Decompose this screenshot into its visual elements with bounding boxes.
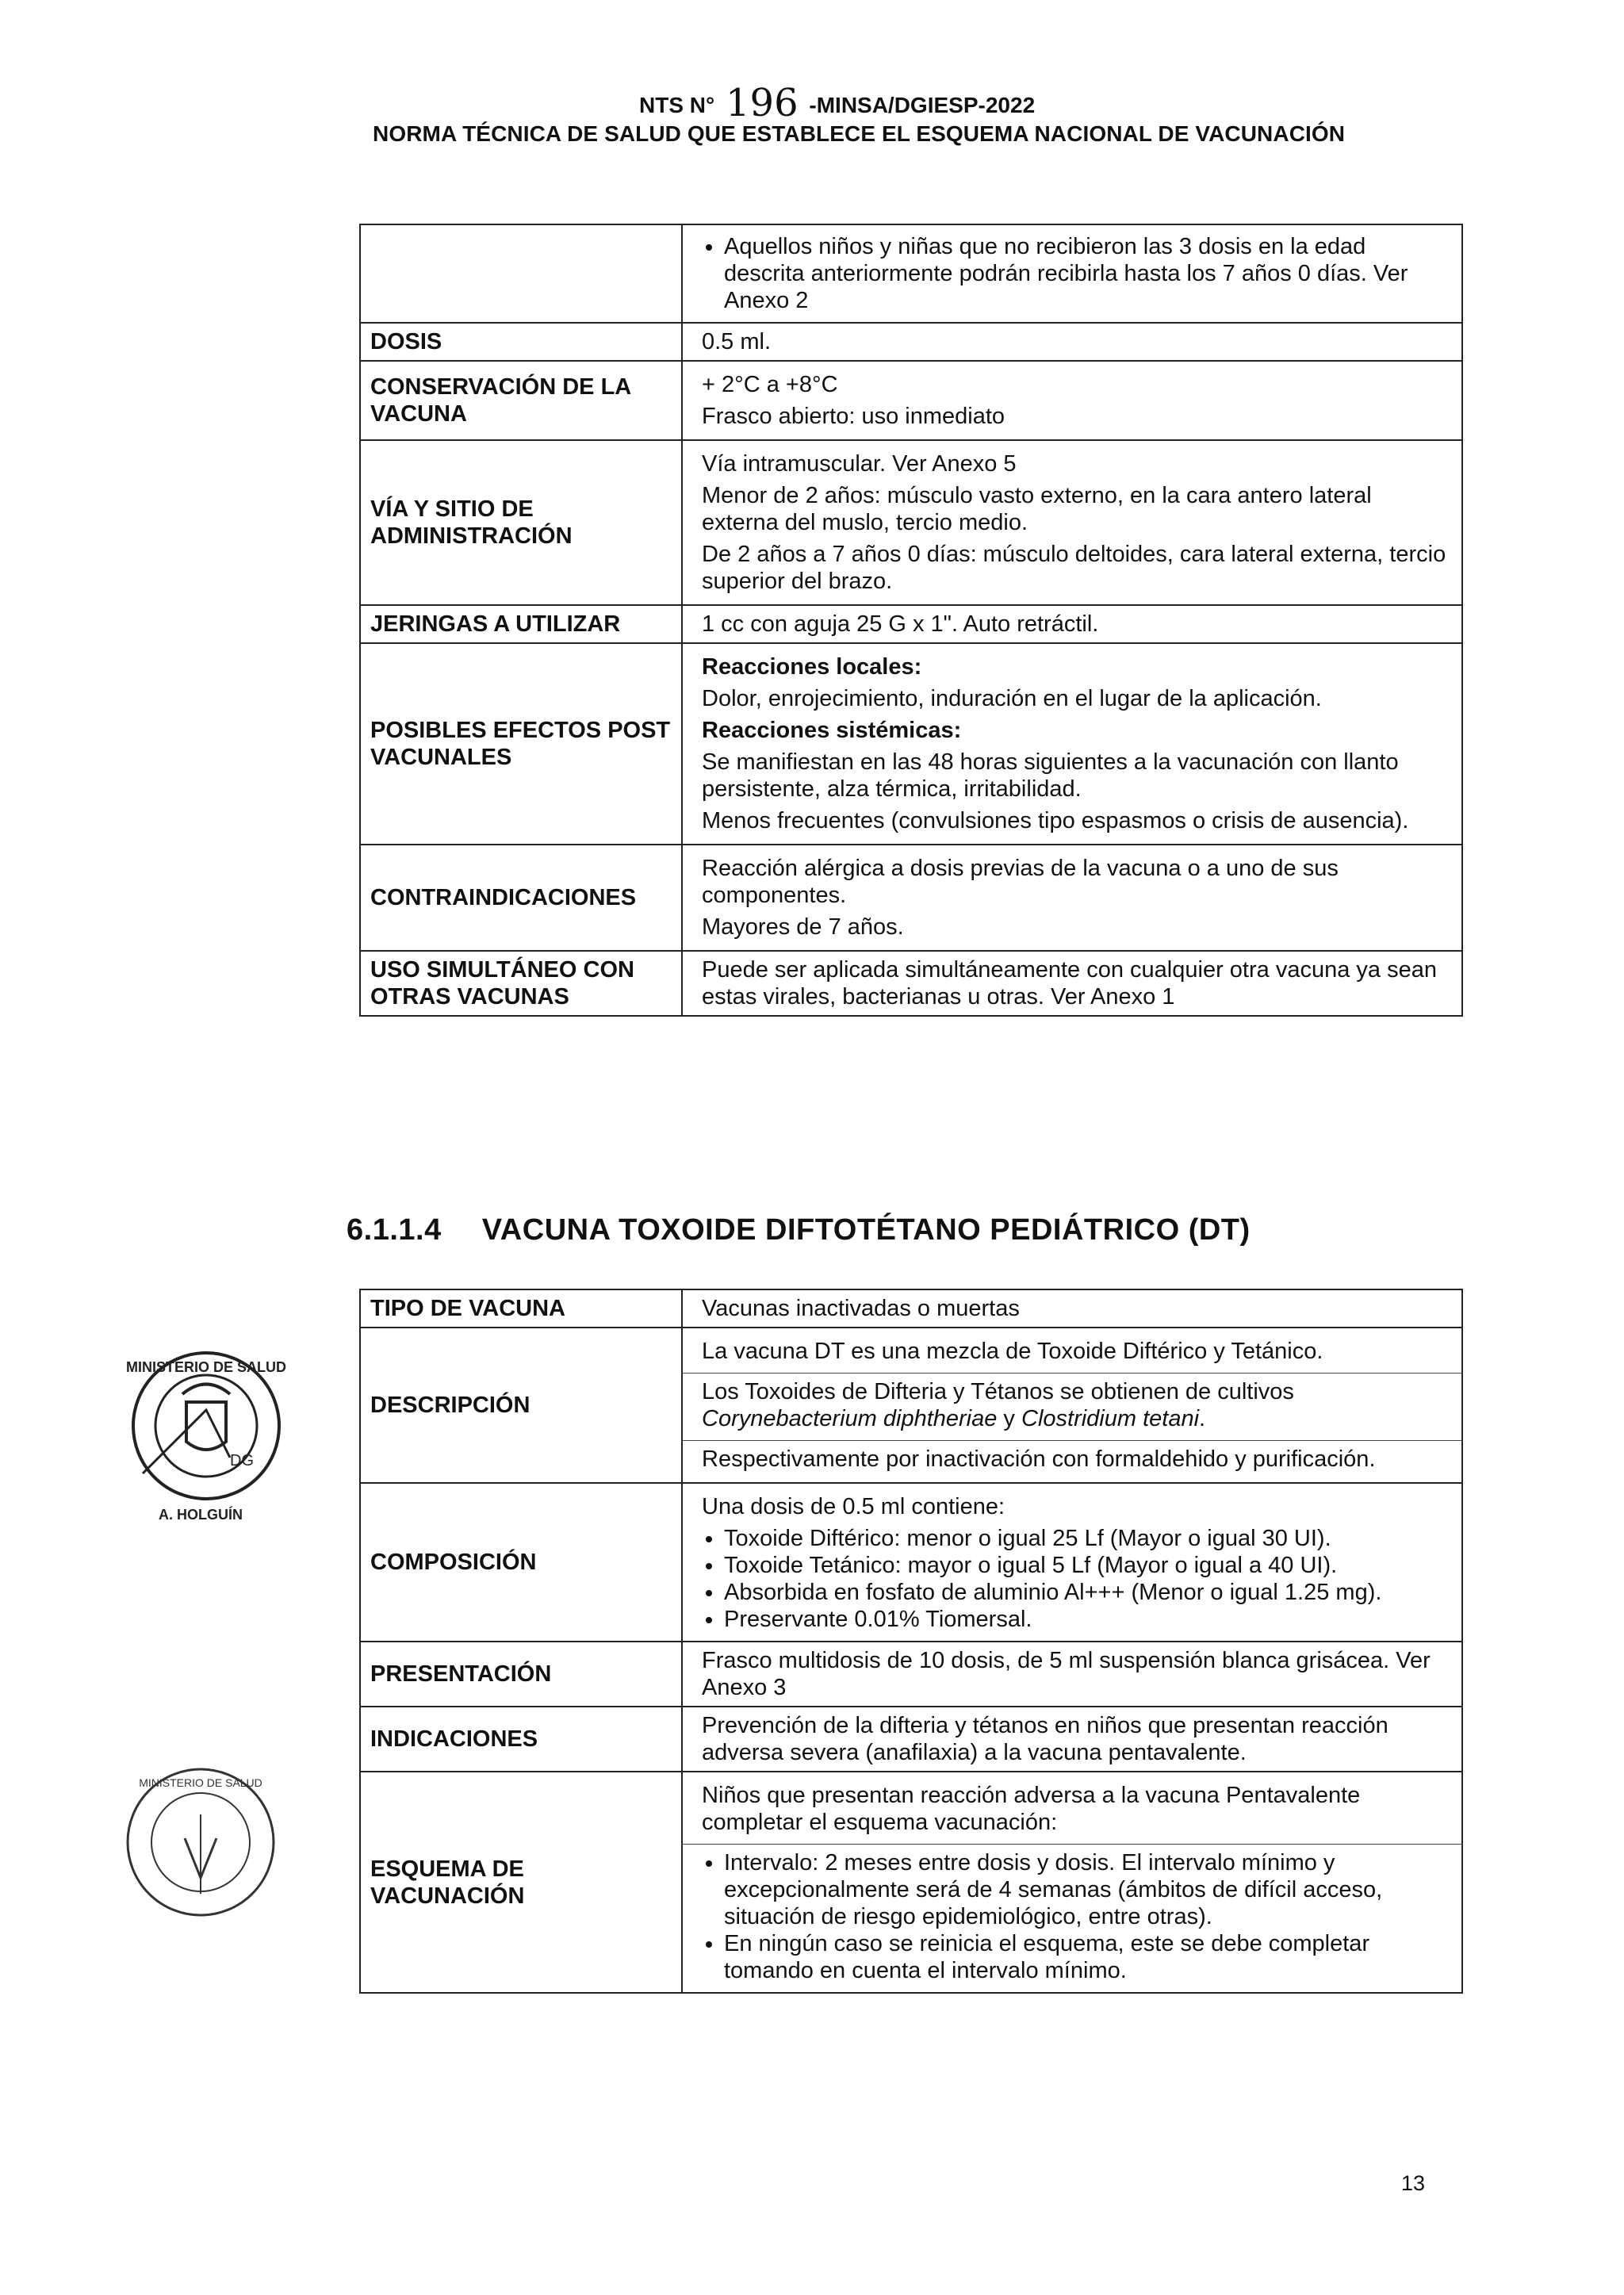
divider <box>683 1373 1461 1374</box>
divider <box>683 1844 1461 1845</box>
text-line: Vía intramuscular. Ver Anexo 5 <box>702 451 1017 477</box>
text-line: Niños que presentan reacción adversa a la vacuna Pentavalente completar el esquema vacunación: <box>702 1783 1361 1835</box>
norm-prefix: NTS N° <box>639 93 715 117</box>
row-label-jeringas: JERINGAS A UTILIZAR <box>360 605 682 643</box>
text-span: Los Toxoides de Difteria y Tétanos se obtienen de cultivos <box>702 1379 1294 1404</box>
text-line: La vacuna DT es una mezcla de Toxoide Diftérico y Tetánico. <box>702 1339 1323 1364</box>
composition-list <box>702 1525 1452 1633</box>
table-row <box>360 643 1462 845</box>
list-item: • Preservante 0.01% Tiomersal. <box>724 1606 1452 1633</box>
row-label-efectos: POSIBLES EFECTOS POST VACUNALES <box>360 643 682 845</box>
seal-mark: DG <box>230 1452 254 1469</box>
text-line: Dolor, enrojecimiento, induración en el lugar de la aplicación. <box>702 686 1322 711</box>
table-row <box>360 1289 1462 1328</box>
section-title: VACUNA TOXOIDE DIFTOTÉTANO PEDIÁTRICO (DT) <box>481 1213 1251 1247</box>
list-item: • Intervalo: 2 meses entre dosis y dosis. El intervalo mínimo y excepcionalmente será de 4 semanas (ámbitos de difícil acceso, situación de riesgo epidemiológico, entre otras). <box>724 1849 1452 1930</box>
text-line: Frasco abierto: uso inmediato <box>702 404 1005 429</box>
list-item: • Absorbida en fosfato de aluminio Al+++ (Menor o igual 1.25 mg). <box>724 1579 1452 1606</box>
row-value-uso-simultaneo: Puede ser aplicada simultáneamente con cualquier otra vacuna ya sean estas virales, bacterianas u otras. Ver Anexo 1 <box>682 951 1462 1016</box>
row-label-tipo: TIPO DE VACUNA <box>360 1289 682 1328</box>
ministry-seal-icon <box>111 1339 301 1529</box>
seal-ring-text: MINISTERIO DE SALUD <box>139 1776 262 1789</box>
text-line: Menor de 2 años: músculo vasto externo, en la cara antero lateral externa del muslo, tercio medio. <box>702 483 1372 535</box>
list-item: • Aquellos niños y niñas que no recibieron las 3 dosis en la edad descrita anteriormente podrán recibirla hasta los 7 años 0 días. Ver Anexo 2 <box>724 233 1452 314</box>
list-item: • Toxoide Tetánico: mayor o igual 5 Lf (Mayor o igual a 40 UI). <box>724 1552 1452 1579</box>
row-label-conservacion: CONSERVACIÓN DE LA VACUNA <box>360 361 682 440</box>
section-number: 6.1.1.4 <box>347 1213 442 1247</box>
vaccine-table-dt <box>359 1289 1463 1994</box>
row-label-indicaciones: INDICACIONES <box>360 1707 682 1772</box>
norm-number <box>373 81 1404 125</box>
row-value-composicion <box>682 1483 1462 1642</box>
text-line: + 2°C a +8°C <box>702 372 838 397</box>
table-row <box>360 1483 1462 1642</box>
row-value-esquema <box>682 1772 1462 1993</box>
text-line: Se manifiestan en las 48 horas siguientes a la vacunación con llanto persistente, alza térmica, irritabilidad. <box>702 749 1399 802</box>
value-cell <box>682 224 1462 323</box>
text-line: Una dosis de 0.5 ml contiene: <box>702 1494 1005 1519</box>
table-row <box>360 845 1462 951</box>
table-row <box>360 951 1462 1016</box>
subheading: Reacciones locales: <box>702 654 922 680</box>
vaccine-table-continued <box>359 224 1463 1017</box>
row-value-efectos <box>682 643 1462 845</box>
list-item: • En ningún caso se reinicia el esquema, este se debe completar tomando en cuenta el intervalo mínimo. <box>724 1930 1452 1984</box>
row-label-esquema: ESQUEMA DE VACUNACIÓN <box>360 1772 682 1993</box>
row-label-dosis: DOSIS <box>360 323 682 361</box>
species-name: Clostridium tetani <box>1021 1406 1200 1431</box>
row-label-descripcion: DESCRIPCIÓN <box>360 1328 682 1483</box>
table-row <box>360 1328 1462 1483</box>
row-value-tipo: Vacunas inactivadas o muertas <box>682 1289 1462 1328</box>
divider <box>683 1440 1461 1441</box>
row-value-via <box>682 440 1462 605</box>
list-item: • Toxoide Diftérico: menor o igual 25 Lf (Mayor o igual 30 UI). <box>724 1525 1452 1552</box>
row-value-descripcion <box>682 1328 1462 1483</box>
table-row <box>360 1642 1462 1707</box>
table-row <box>360 440 1462 605</box>
document-header <box>373 81 1404 148</box>
page-number: 13 <box>1401 2171 1426 2195</box>
seal-ring-text: MINISTERIO DE SALUD <box>125 1359 287 1375</box>
text-span: y <box>997 1406 1021 1431</box>
row-value-conservacion <box>682 361 1462 440</box>
schedule-list <box>702 1849 1452 1984</box>
table-row <box>360 361 1462 440</box>
empty-label-cell <box>360 224 682 323</box>
text-line <box>702 1378 1452 1432</box>
ministry-seal-2-icon <box>117 1759 284 1925</box>
row-label-contraindicaciones: CONTRAINDICACIONES <box>360 845 682 951</box>
subheading: Reacciones sistémicas: <box>702 718 962 743</box>
row-label-via: VÍA Y SITIO DE ADMINISTRACIÓN <box>360 440 682 605</box>
table-row <box>360 605 1462 643</box>
row-value-dosis: 0.5 ml. <box>682 323 1462 361</box>
signature: A. HOLGUÍN <box>159 1507 243 1523</box>
norm-title: NORMA TÉCNICA DE SALUD QUE ESTABLECE EL ESQUEMA NACIONAL DE VACUNACIÓN <box>373 121 1346 146</box>
section-heading <box>347 1213 1251 1247</box>
text-line: Mayores de 7 años. <box>702 914 904 940</box>
text-line: Respectivamente por inactivación con formaldehido y purificación. <box>702 1446 1376 1472</box>
table-row <box>360 1772 1462 1993</box>
row-value-indicaciones: Prevención de la difteria y tétanos en niños que presentan reacción adversa severa (anafilaxia) a la vacuna pentavalente. <box>682 1707 1462 1772</box>
norm-suffix: -MINSA/DGIESP-2022 <box>809 93 1036 117</box>
row-value-contraindicaciones <box>682 845 1462 951</box>
row-label-presentacion: PRESENTACIÓN <box>360 1642 682 1707</box>
text-span: . <box>1199 1406 1206 1431</box>
table-row <box>360 224 1462 323</box>
norm-handwritten-number: 196 <box>725 81 799 125</box>
row-value-presentacion: Frasco multidosis de 10 dosis, de 5 ml suspensión blanca grisácea. Ver Anexo 3 <box>682 1642 1462 1707</box>
table-row <box>360 1707 1462 1772</box>
row-label-composicion: COMPOSICIÓN <box>360 1483 682 1642</box>
species-name: Corynebacterium diphtheriae <box>702 1406 998 1431</box>
row-label-uso-simultaneo: USO SIMULTÁNEO CON OTRAS VACUNAS <box>360 951 682 1016</box>
text-line: Reacción alérgica a dosis previas de la vacuna o a uno de sus componentes. <box>702 856 1339 908</box>
text-line: Menos frecuentes (convulsiones tipo espasmos o crisis de ausencia). <box>702 808 1409 833</box>
table-row <box>360 323 1462 361</box>
row-value-jeringas: 1 cc con aguja 25 G x 1". Auto retráctil. <box>682 605 1462 643</box>
text-line: De 2 años a 7 años 0 días: músculo deltoides, cara lateral externa, tercio superior del brazo. <box>702 542 1446 594</box>
